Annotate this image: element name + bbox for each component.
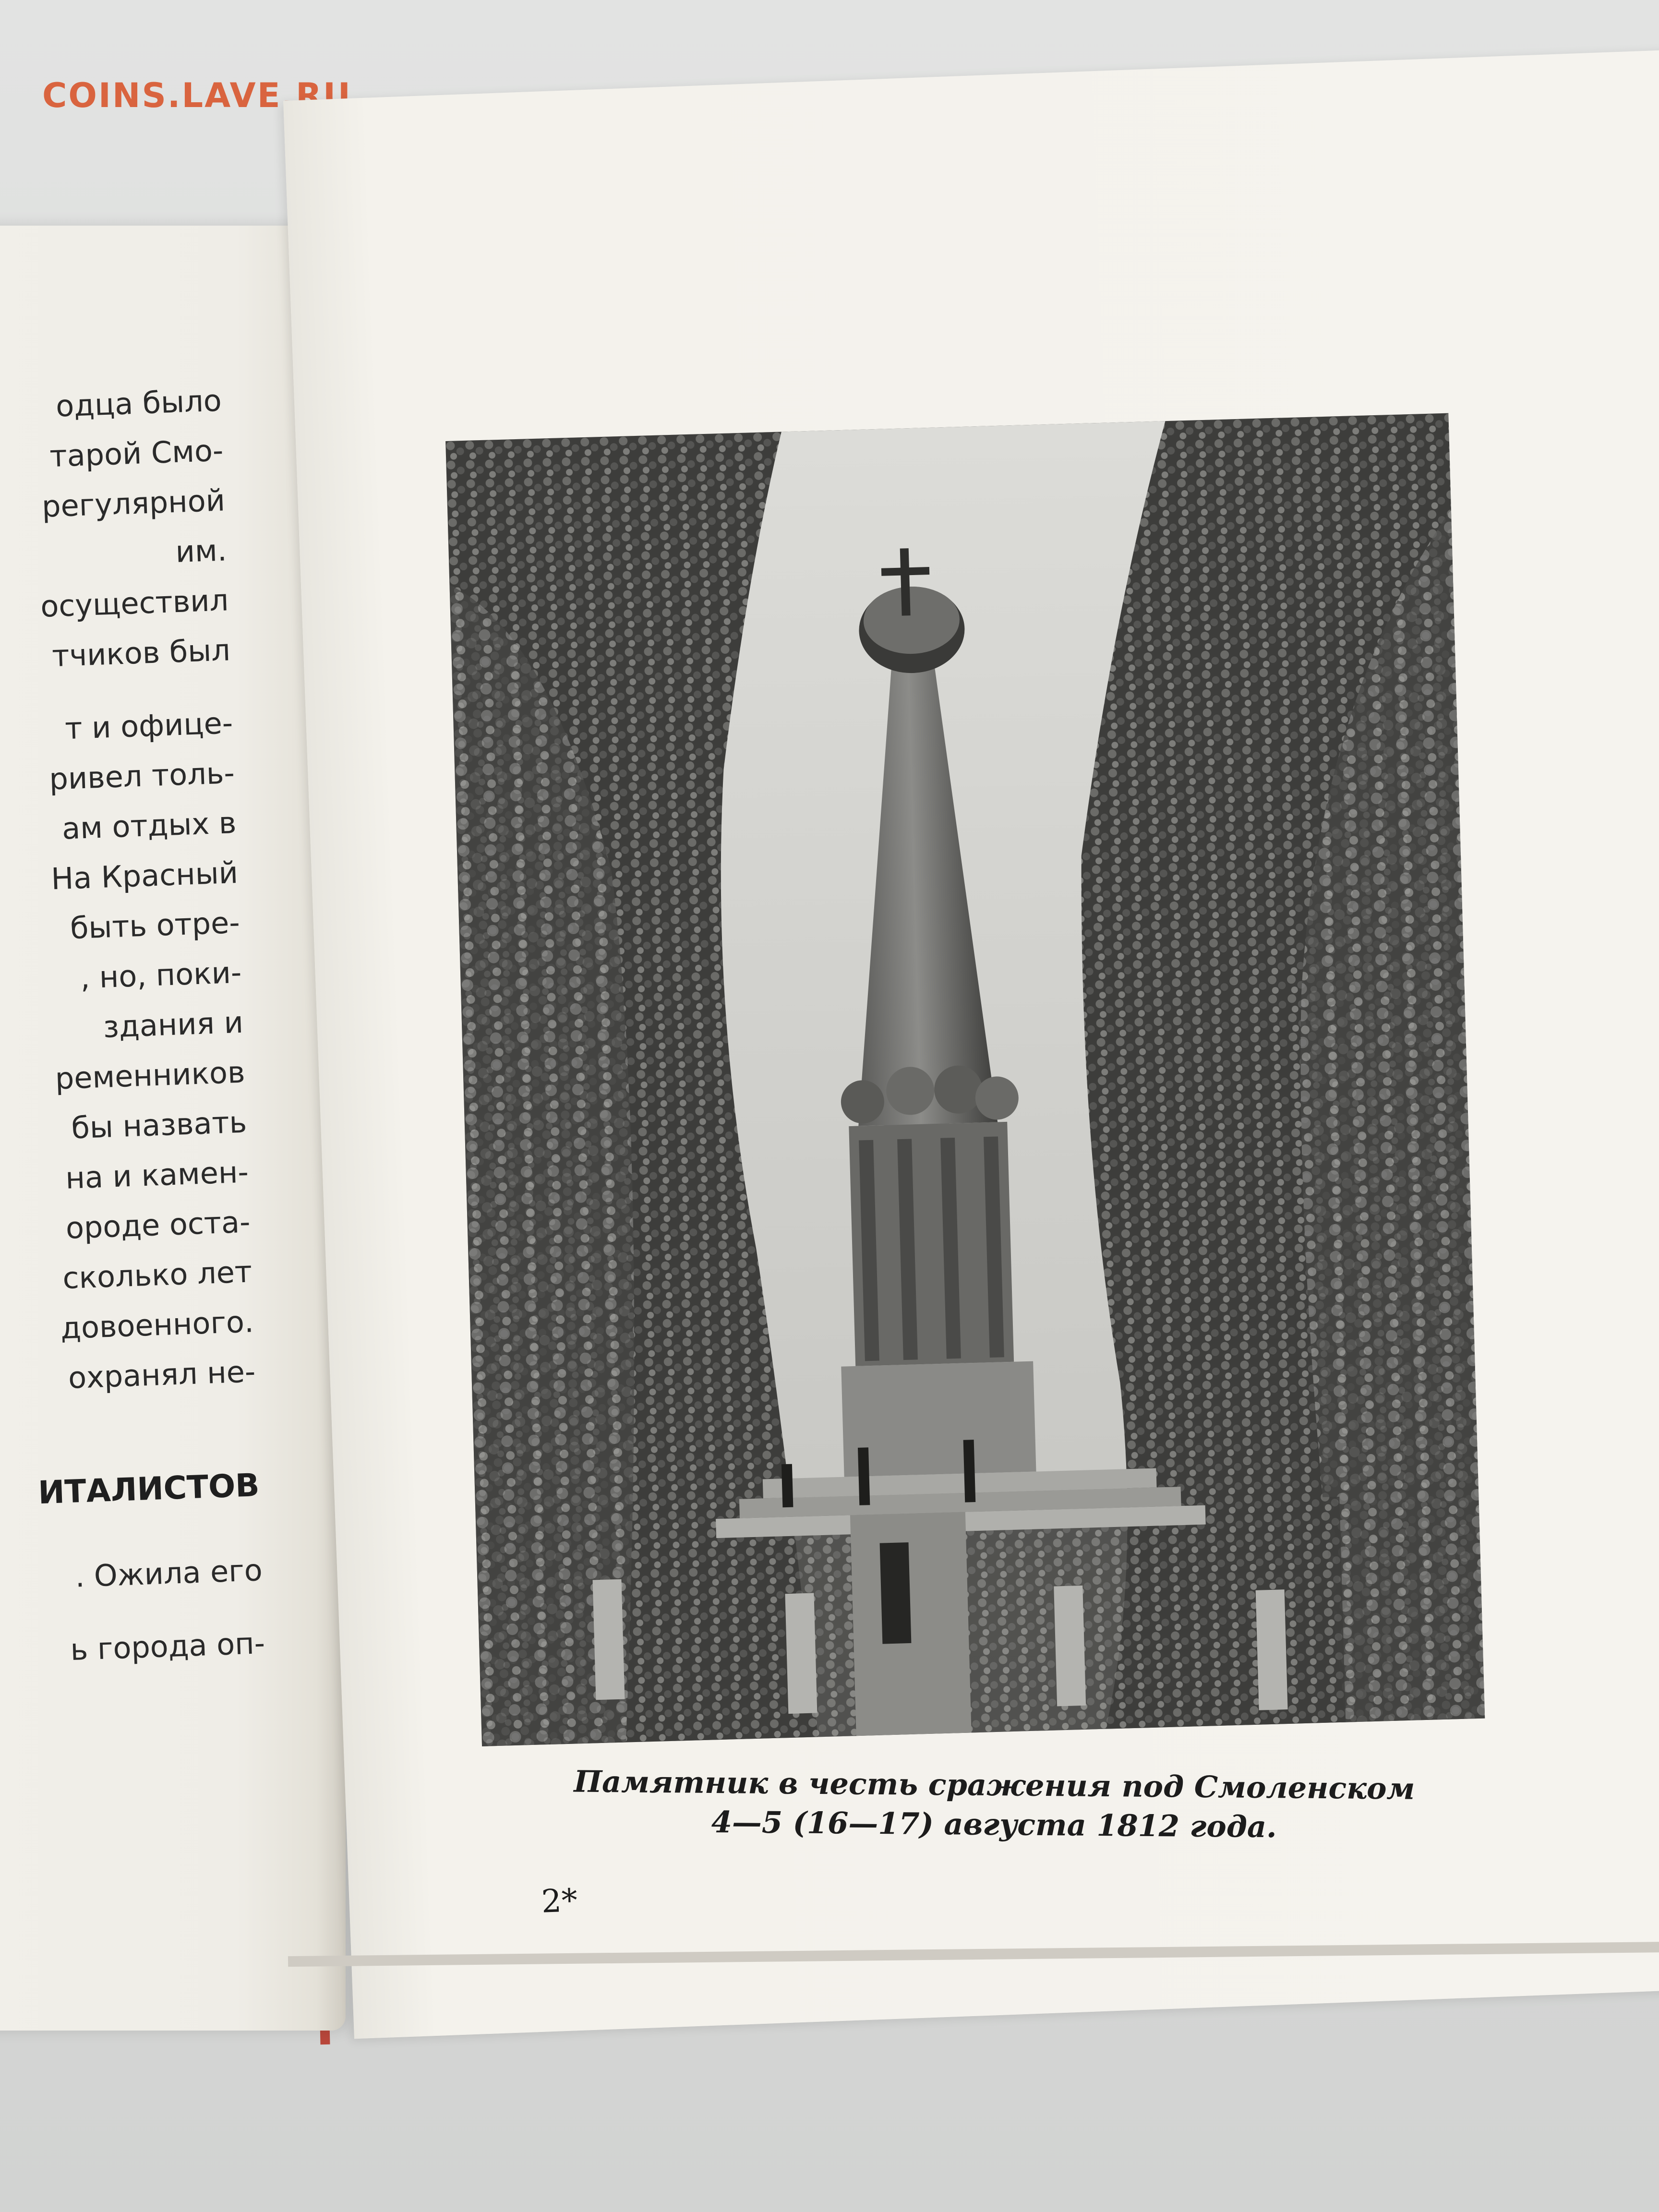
left-line: на и камен- bbox=[65, 1154, 249, 1196]
left-line: бы назвать bbox=[71, 1104, 248, 1146]
left-line: ременников bbox=[54, 1054, 246, 1096]
left-line: сколько лет bbox=[62, 1254, 253, 1296]
watermark: COINS.LAVE.RU bbox=[42, 76, 352, 115]
left-line: т и офице- bbox=[64, 705, 234, 746]
left-line: охранял не- bbox=[67, 1354, 256, 1395]
caption-line-2: 4—5 (16—17) августа 1812 года. bbox=[711, 1804, 1277, 1845]
left-line: им. bbox=[175, 532, 228, 570]
caption-line-1: Памятник в честь сражения под Смоленском bbox=[574, 1764, 1415, 1806]
left-line: ороде оста- bbox=[65, 1204, 251, 1246]
left-line: . Ожила его bbox=[74, 1552, 263, 1594]
left-line: регулярной bbox=[41, 482, 226, 524]
monument-illustration bbox=[445, 413, 1485, 1746]
photo-caption bbox=[504, 1761, 1484, 1849]
left-line: ривел толь- bbox=[48, 755, 235, 797]
left-page-text bbox=[0, 376, 266, 1677]
monument-photo bbox=[445, 413, 1485, 1746]
left-line: довоенного. bbox=[60, 1304, 254, 1346]
left-line: быть отре- bbox=[69, 904, 240, 946]
left-line: , но, поки- bbox=[80, 954, 242, 996]
left-page bbox=[0, 226, 346, 2031]
left-line: тарой Смо- bbox=[49, 433, 224, 474]
left-line: На Красный bbox=[50, 854, 239, 897]
left-line: тчиков был bbox=[51, 632, 231, 674]
section-heading: ИТАЛИСТОВ bbox=[37, 1467, 260, 1512]
left-line: ам отдых в bbox=[61, 805, 237, 846]
left-line: одца было bbox=[55, 383, 222, 424]
right-page bbox=[283, 50, 1659, 2039]
left-line: здания и bbox=[102, 1004, 244, 1045]
left-line: ь города оп- bbox=[70, 1625, 266, 1668]
page-number: 2* bbox=[541, 1882, 578, 1920]
left-line: осуществил bbox=[40, 582, 229, 624]
